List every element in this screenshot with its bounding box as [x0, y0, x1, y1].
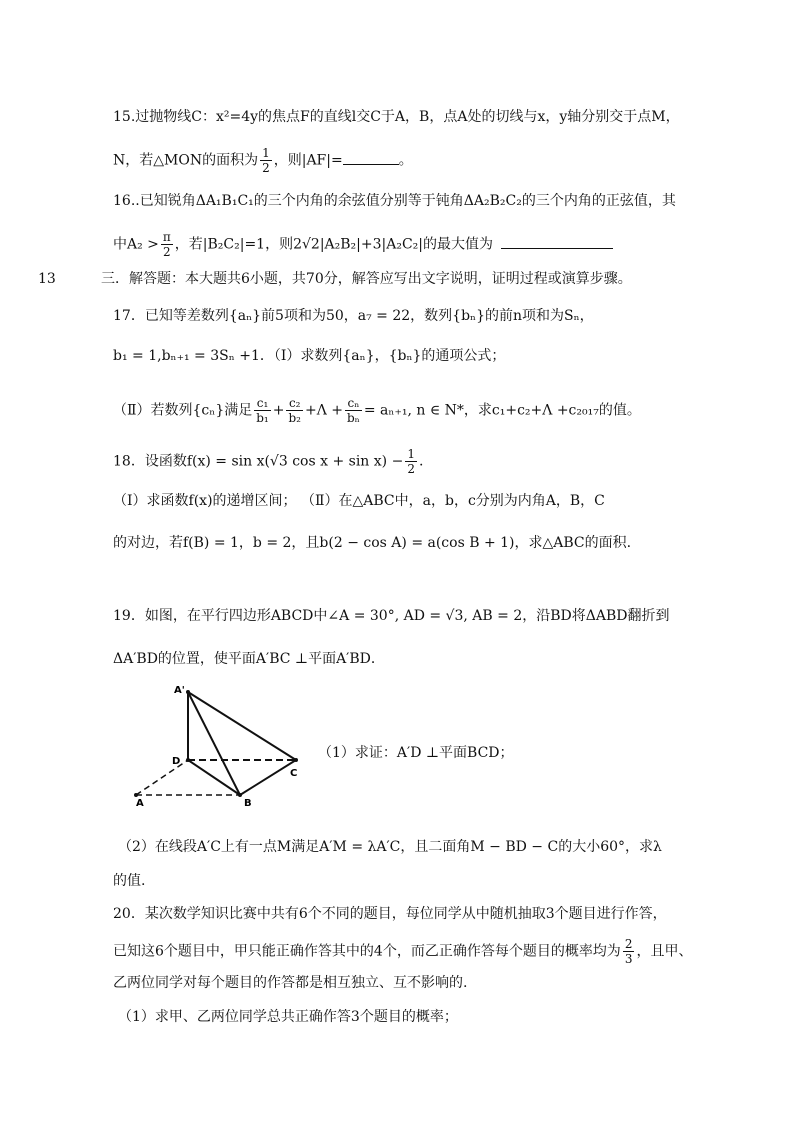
plus-sign: +	[272, 402, 285, 419]
label-B: B	[244, 798, 252, 807]
q17-frac2: $\frac{\text{c₂}}{\text{b₂}}$	[288, 396, 301, 425]
q19-line2: ΔA′BD的位置，使平面A′BC ⊥平面A′BD．	[113, 651, 385, 667]
q20-line3: 乙两位同学对每个题目的作答都是相互独立、互不影响的.	[113, 975, 468, 991]
q16-fraction: $\frac{\pi}{2}$	[162, 230, 171, 259]
q17-line1: 17．已知等差数列{aₙ}前5项和为50，a₇ = 22，数列{bₙ}的前n项和为Sₙ，	[113, 308, 594, 324]
label-D: D	[172, 756, 181, 767]
q17-line3-text: （Ⅱ）若数列{cₙ}满足	[113, 402, 253, 419]
q20-fraction: $\frac{2}{3}$	[624, 937, 633, 966]
edge-CB	[240, 760, 296, 795]
q18-end: .	[418, 453, 424, 470]
label-A1: A'	[174, 685, 185, 696]
point-A	[134, 793, 138, 797]
point-D	[186, 758, 190, 762]
q16-line2	[113, 230, 613, 259]
point-B	[238, 793, 242, 797]
q18-line3: 的对边，若f(B) = 1，b = 2，且b(2 − cos A) = a(cos B + 1)，求△ABC的面积.	[113, 535, 632, 551]
q16-line1: 16..已知锐角ΔA₁B₁C₁的三个内角的余弦值分别等于钝角ΔA₂B₂C₂的三个内角的正弦值，其	[113, 193, 676, 209]
q18-fraction: $\frac{1}{2}$	[407, 447, 415, 476]
q18-line1	[113, 447, 423, 476]
q15-line2-text: N，若△MON的面积为	[113, 152, 259, 169]
q15-fraction: $\frac{1}{2}$	[262, 146, 270, 175]
q17-line3-text2: = aₙ₊₁, n ∈ N*，求c₁+c₂+Λ +c₂₀₁₇的值。	[363, 402, 641, 419]
q18-line2: （Ⅰ）求函数f(x)的递增区间； （Ⅱ）在△ABC中，a，b，c分别为内角A，B，C	[113, 493, 605, 509]
q20-line2-text2: ，且甲、	[636, 943, 693, 960]
answer-blank	[343, 164, 399, 165]
q16-line2-text: 中A₂ >	[113, 236, 159, 253]
point-A1	[186, 690, 190, 694]
q15-line2-text2: ，则|AF|=	[273, 152, 343, 169]
point-C	[294, 758, 298, 762]
q20-line1: 20．某次数学知识比赛中共有6个不同的题目，每位同学从中随机抽取3个题目进行作答，	[113, 906, 667, 922]
page-number: 13	[38, 271, 56, 287]
q17-line3	[113, 396, 641, 425]
q15-line2	[113, 146, 413, 175]
q15-end: 。	[398, 152, 413, 169]
q19-part2-line1: （2）在线段A′C上有一点M满足A′M = λA′C，且二面角M − BD − C的大小60°，求λ	[118, 839, 662, 855]
q20-line4: （1）求甲、乙两位同学总共正确作答3个题目的概率；	[118, 1009, 458, 1025]
folded-parallelogram-figure	[128, 682, 308, 807]
q17-frac1: $\frac{\text{c₁}}{\text{b₁}}$	[256, 396, 269, 425]
q20-line2	[113, 937, 692, 966]
q17-line2: b₁ = 1,bₙ₊₁ = 3Sₙ +1．（Ⅰ）求数列{aₙ}，{bₙ}的通项公式；	[113, 348, 506, 364]
q17-frac3: $\frac{\text{cₙ}}{\text{bₙ}}$	[347, 396, 360, 425]
answer-blank	[501, 248, 613, 249]
q15-line1: 15.过抛物线C：x²=4y的焦点F的直线l交C于A，B，点A处的切线与x，y轴分别交于点M，	[113, 109, 680, 125]
label-C: C	[290, 768, 298, 779]
section-heading: 三．解答题：本大题共6小题，共70分，解答应写出文字说明，证明过程或演算步骤。	[101, 271, 632, 287]
q20-line2-text: 已知这6个题目中，甲只能正确作答其中的4个，而乙正确作答每个题目的概率均为	[113, 943, 621, 960]
label-A: A	[136, 798, 144, 807]
q19-part2-line2: 的值.	[113, 873, 146, 889]
plus-ellipsis: +Λ +	[304, 402, 343, 419]
q19-line1: 19．如图，在平行四边形ABCD中∠A = 30°, AD = √3, AB = 2，沿BD将ΔABD翻折到	[113, 608, 670, 624]
q18-line1-text: 18．设函数f(x) = sin x(√3 cos x + sin x) −	[113, 453, 404, 470]
q19-part1: （1）求证：A′D ⊥平面BCD；	[318, 745, 514, 761]
q16-line2-text2: ，若|B₂C₂|=1，则2√2|A₂B₂|+3|A₂C₂|的最大值为	[174, 236, 494, 253]
